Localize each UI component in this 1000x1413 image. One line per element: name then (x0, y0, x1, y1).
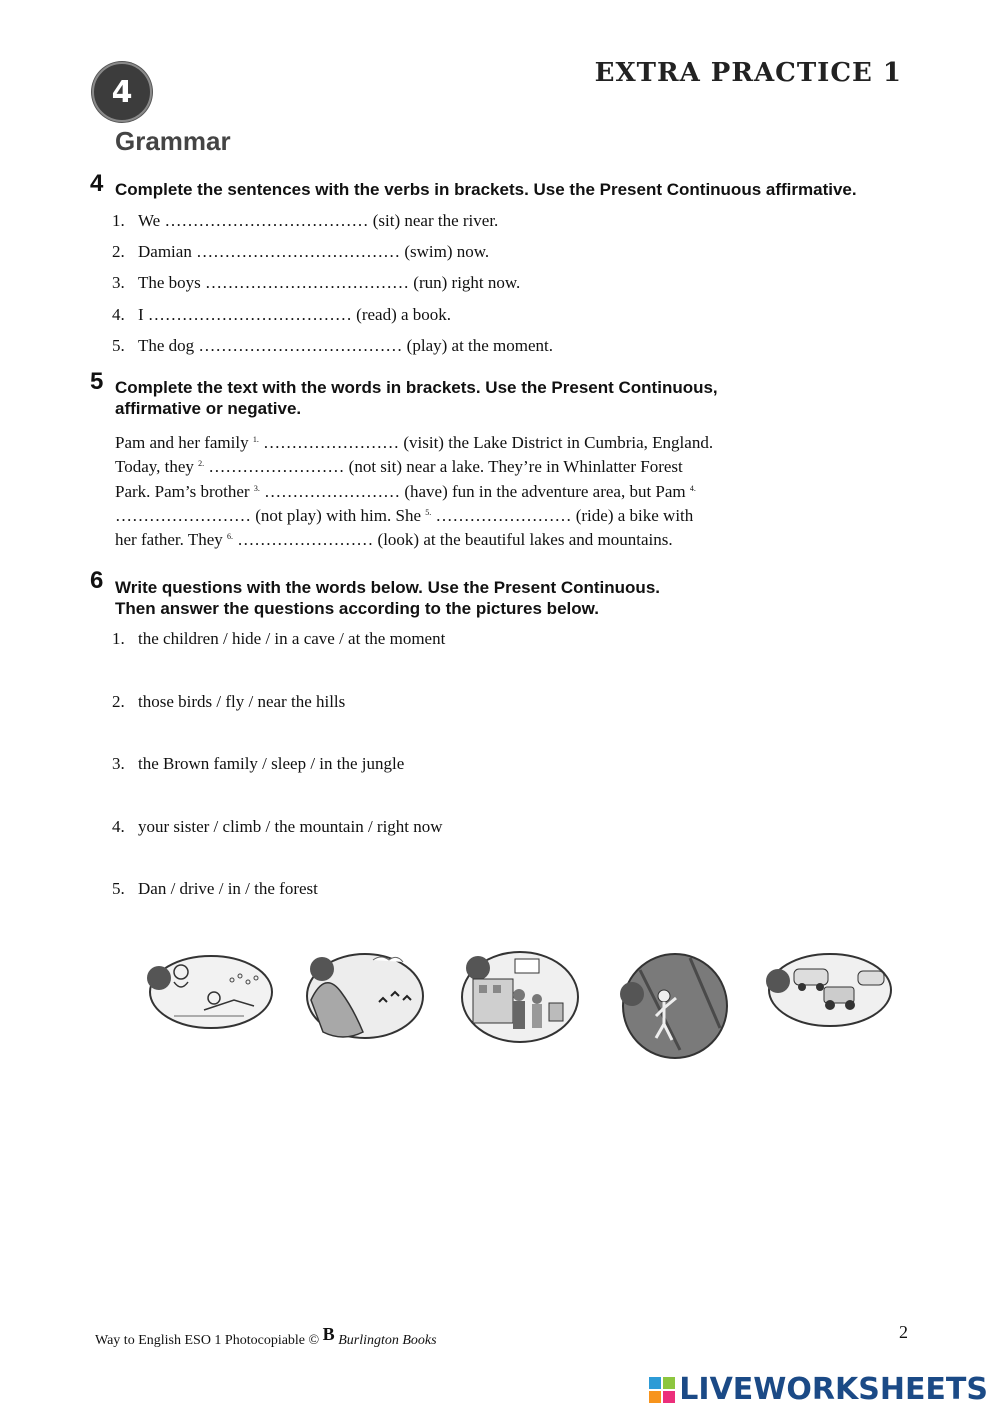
list-item: 1. We ……………………………… (sit) near the river. (112, 211, 499, 230)
footer: Way to English ESO 1 Photocopiable © B Burlington Books (95, 1324, 437, 1348)
header-title: EXTRA PRACTICE 1 (594, 58, 902, 88)
exercise-5-instruction: Complete the text with the words in brackets. Use the Present Continuous, affirmative or negative. (115, 378, 718, 418)
liveworksheets-watermark: LIVEWORKSHEETS (649, 1372, 988, 1407)
swimmers-picture (144, 950, 276, 1032)
hotel-family-picture (459, 949, 581, 1046)
list-item: 5. Dan / drive / in / the forest (112, 879, 318, 898)
list-item: 4. your sister / climb / the mountain / right now (112, 817, 443, 836)
list-item: 3. the Brown family / sleep / in the jungle (112, 754, 405, 773)
list-item: 2. Damian ……………………………… (swim) now. (112, 242, 490, 261)
climber-picture (620, 950, 730, 1060)
list-item: 2. those birds / fly / near the hills (112, 692, 346, 711)
burlington-logo: B (322, 1324, 335, 1344)
unit-badge (92, 62, 152, 122)
exercise-6-number: 6 (90, 567, 104, 594)
cars-picture (764, 951, 894, 1029)
exercise-5-text: Pam and her family $^{1.}$ …………………… (visit) the Lake District in Cumbria, England. Today, they $^{2.}$ …………………… (not sit) near a lake. They’re in Whinlatter Forest Park. Pam’s brother $^{3.}$ …………………… (have) fun in the adventure area, but Pam $^{4.}$ …………………… (not play) with him. She $^{5.}$ …………………… (ride) a bike with her father. They $^{6.}$ …………………… (look) at the beautiful lakes and mountains. (115, 433, 714, 550)
exercise-5-number: 5 (90, 368, 104, 395)
liveworksheets-logo-icon (649, 1377, 675, 1403)
exercise-4-instruction: Complete the sentences with the verbs in brackets. Use the Present Continuous affirmative. (115, 180, 857, 199)
list-item: 5. The dog ……………………………… (play) at the moment. (112, 336, 554, 355)
exercise-4-number: 4 (90, 170, 104, 197)
list-item: 1. the children / hide / in a cave / at the moment (112, 629, 446, 648)
unit-number: 4 (111, 74, 133, 110)
section-title: Grammar (115, 126, 231, 156)
page-number: 2 (899, 1322, 908, 1342)
list-item: 4. I ……………………………… (read) a book. (112, 305, 452, 324)
birds-hills-picture (303, 950, 427, 1042)
exercise-6-instruction: Write questions with the words below. Use the Present Continuous. Then answer the questions according to the pictures below. (115, 578, 660, 618)
list-item: 3. The boys ……………………………… (run) right now. (112, 273, 521, 292)
